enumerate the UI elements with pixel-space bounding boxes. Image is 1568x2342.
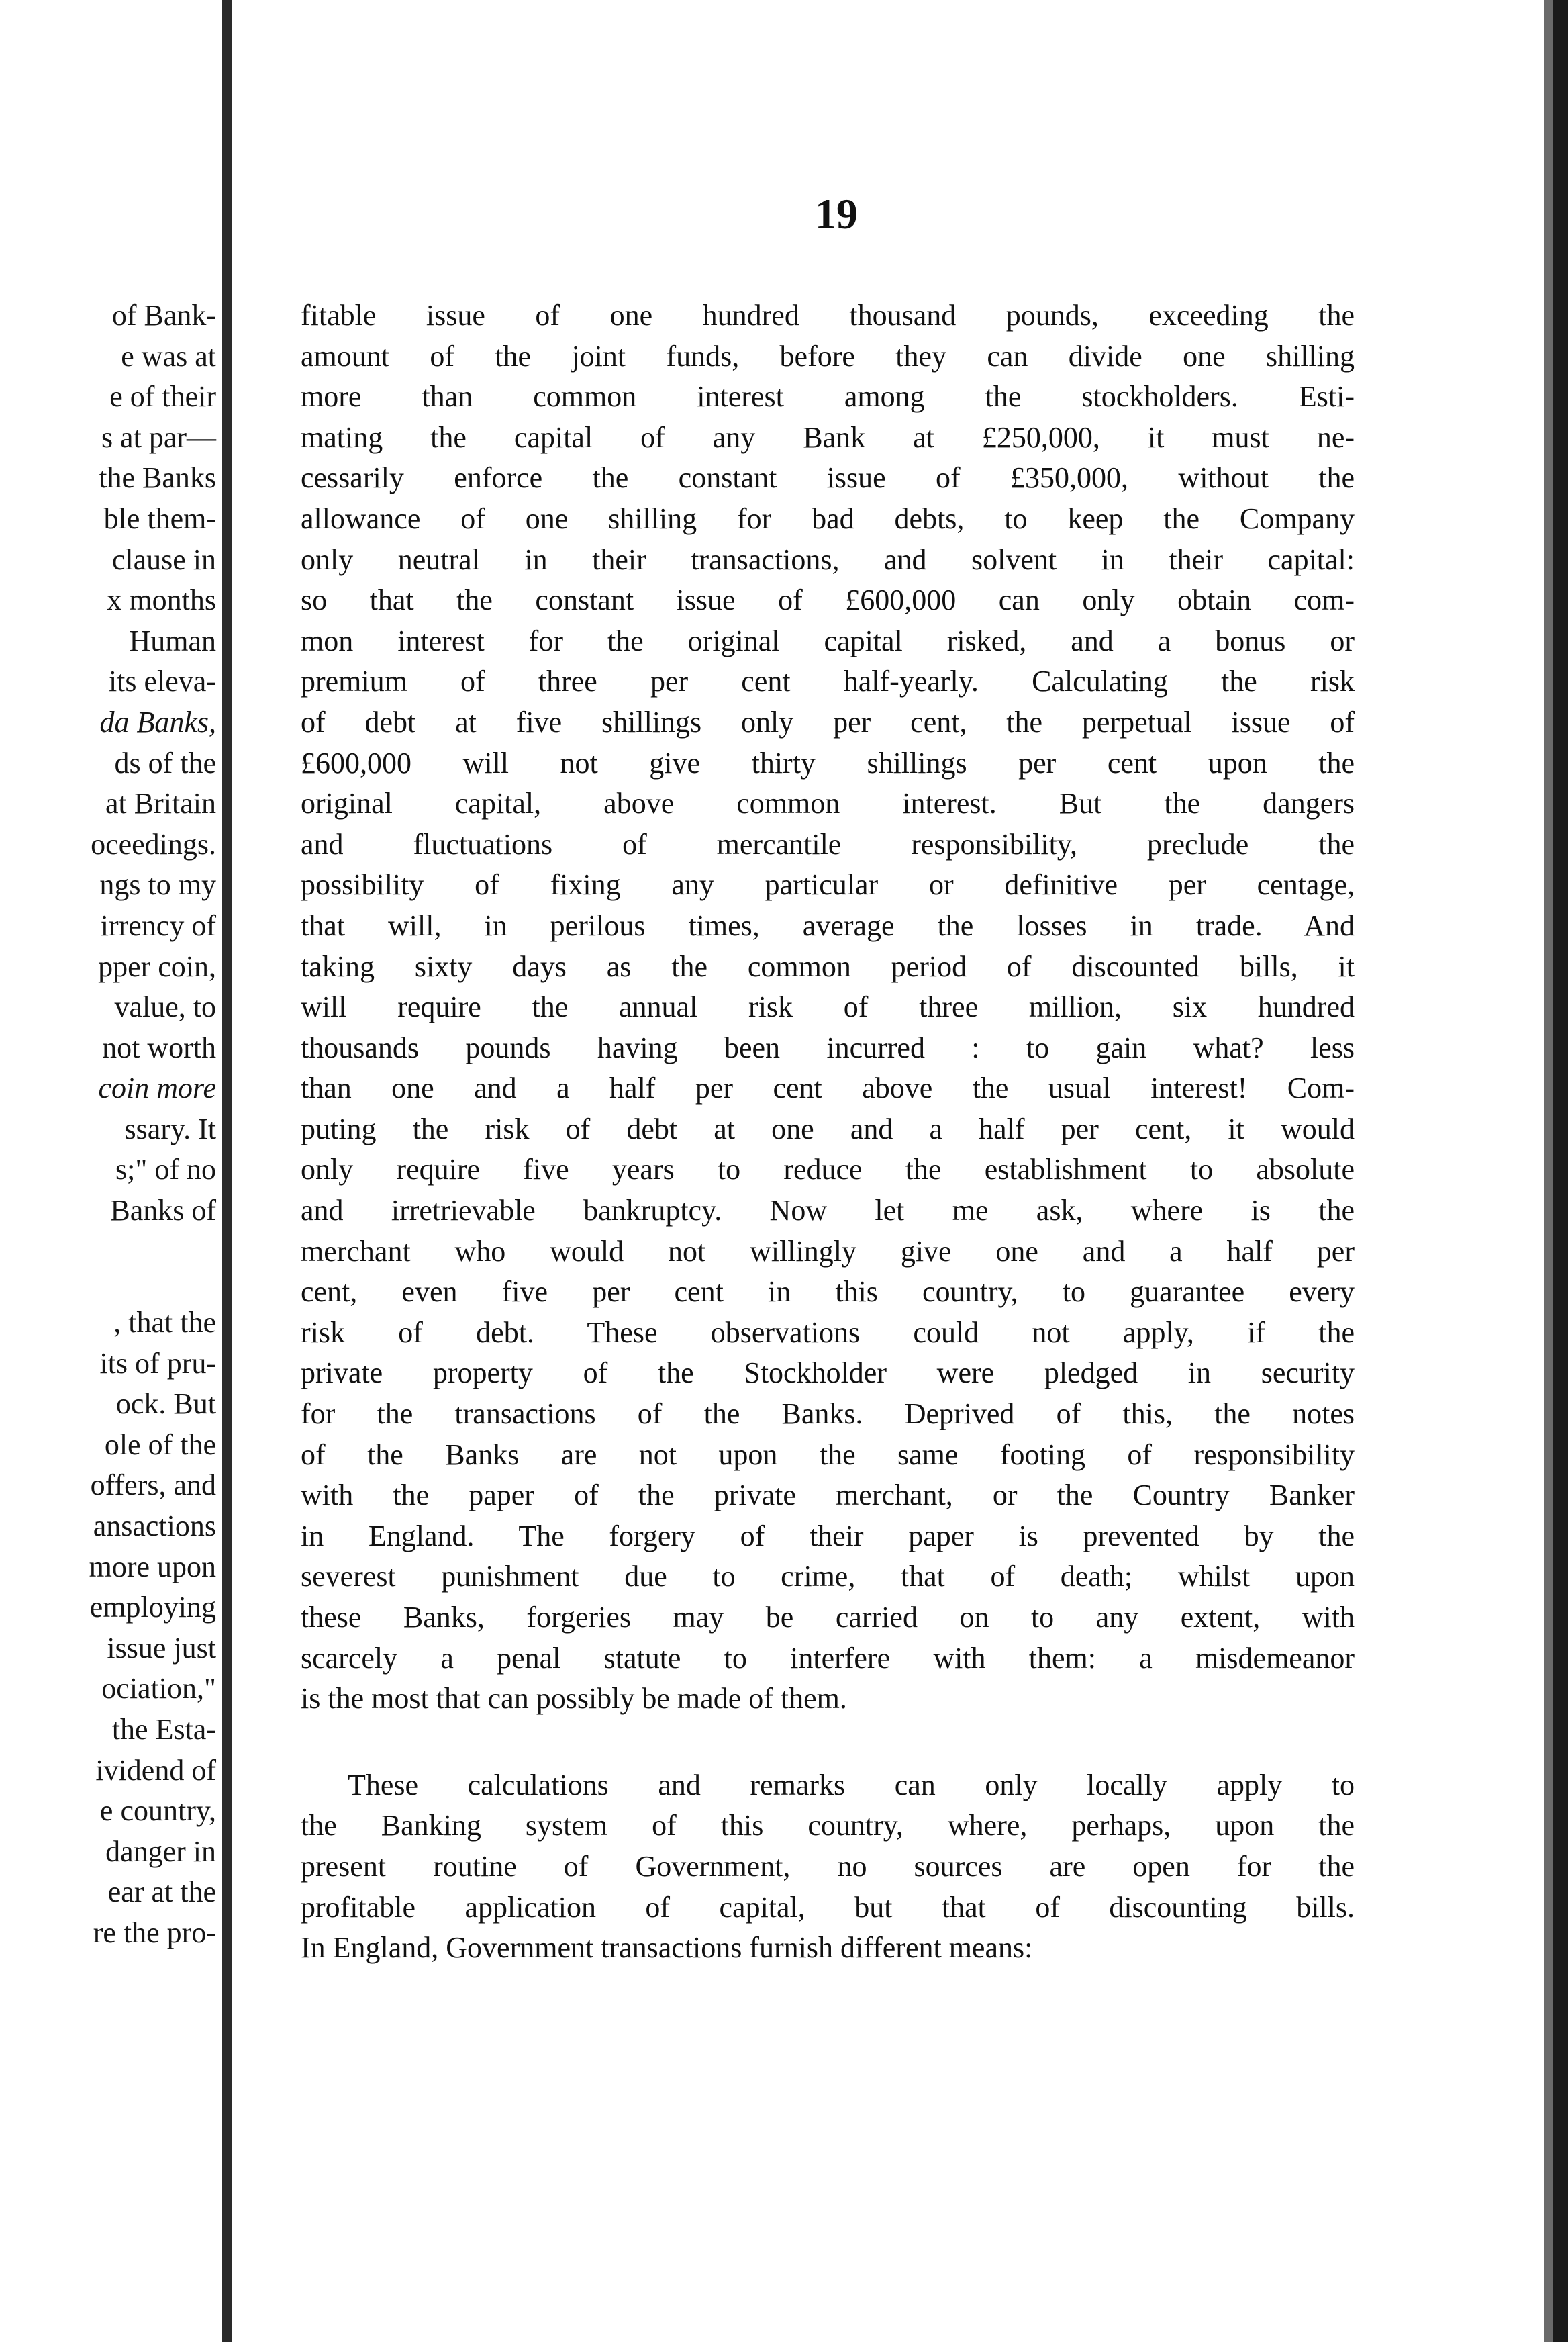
text-line: taking sixty days as the common period of discounted bills, it <box>301 949 1355 983</box>
facing-line: oceedings. <box>91 827 216 861</box>
facing-line: pper coin, <box>98 949 216 983</box>
facing-line: e country, <box>99 1794 216 1828</box>
text-line: for the transactions of the Banks. Deprived of this, the notes <box>301 1397 1355 1431</box>
text-line: These calculations and remarks can only locally apply to <box>348 1768 1355 1801</box>
paragraph-2 <box>301 1765 1355 1969</box>
facing-page-fragment <box>0 0 222 2342</box>
facing-line: ole of the <box>104 1427 216 1461</box>
text-line: cessarily enforce the constant issue of £350,000, without the <box>301 461 1355 495</box>
facing-line: irrency of <box>100 908 216 942</box>
text-line: so that the constant issue of £600,000 can only obtain com- <box>301 583 1355 617</box>
book-right-edge <box>1553 0 1568 2342</box>
facing-line: s at par— <box>101 420 216 454</box>
text-line: possibility of fixing any particular or definitive per centage, <box>301 868 1355 902</box>
text-line: will require the annual risk of three million, six hundred <box>301 990 1355 1024</box>
text-line: of debt at five shillings only per cent, the perpetual issue of <box>301 705 1355 739</box>
text-line: £600,000 will not give thirty shillings per cent upon the <box>301 746 1355 780</box>
facing-line: ansactions <box>93 1509 216 1542</box>
paragraph-1 <box>301 295 1355 1720</box>
text-line: scarcely a penal statute to interfere with them: a misdemeanor <box>301 1641 1355 1675</box>
facing-line: at Britain <box>105 787 216 821</box>
facing-line: coin more <box>98 1072 216 1105</box>
facing-page-lower-lines <box>89 1303 216 1954</box>
facing-line: danger in <box>105 1834 216 1868</box>
facing-line: e was at <box>121 339 216 373</box>
facing-line: ngs to my <box>99 868 216 902</box>
facing-line: clause in <box>111 543 216 576</box>
text-line: severest punishment due to crime, that of death; whilst upon <box>301 1560 1355 1593</box>
facing-line: employing <box>89 1591 216 1624</box>
facing-line: Banks of <box>110 1194 216 1227</box>
text-line: amount of the joint funds, before they can divide one shilling <box>301 339 1355 373</box>
facing-line: ear at the <box>107 1875 216 1909</box>
facing-line: , that the <box>113 1306 216 1339</box>
facing-line: the Banks <box>99 461 216 495</box>
facing-line: s;" of no <box>115 1153 216 1186</box>
page-body <box>301 295 1355 1969</box>
text-line: with the paper of the private merchant, or the Country Banker <box>301 1479 1355 1512</box>
text-line: thousands pounds having been incurred : to gain what? less <box>301 1031 1355 1064</box>
text-line: merchant who would not willingly give one and a half per <box>301 1234 1355 1268</box>
facing-line: Human <box>129 624 216 657</box>
text-line: the Banking system of this country, where, perhaps, upon the <box>301 1809 1355 1842</box>
text-line: private property of the Stockholder were pledged in security <box>301 1356 1355 1390</box>
facing-line: e of their <box>109 380 216 414</box>
page-number: 19 <box>815 190 858 238</box>
facing-line: more upon <box>89 1550 216 1583</box>
facing-line: x months <box>107 583 216 617</box>
text-line: risk of debt. These observations could not apply, if the <box>301 1315 1355 1349</box>
text-line: these Banks, forgeries may be carried on to any extent, with <box>301 1601 1355 1634</box>
facing-line: not worth <box>102 1031 216 1064</box>
text-line: cent, even five per cent in this country, to guarantee every <box>301 1275 1355 1309</box>
facing-line: ds of the <box>114 746 216 780</box>
facing-line: its of pru- <box>99 1346 216 1380</box>
text-line: allowance of one shilling for bad debts, to keep the Company <box>301 502 1355 535</box>
facing-line: ividend of <box>95 1753 216 1787</box>
facing-line: the Esta- <box>111 1712 216 1746</box>
text-line: only require five years to reduce the establishment to absolute <box>301 1153 1355 1186</box>
facing-line: of Bank- <box>111 299 216 332</box>
text-line: mating the capital of any Bank at £250,000, it must ne- <box>301 420 1355 454</box>
facing-line: re the pro- <box>93 1916 216 1949</box>
text-line: only neutral in their transactions, and solvent in their capital: <box>301 543 1355 576</box>
text-line: is the most that can possibly be made of them. <box>301 1682 847 1716</box>
text-line: present routine of Government, no sources are open for the <box>301 1849 1355 1883</box>
facing-line: ble them- <box>103 502 216 535</box>
text-line: profitable application of capital, but that of discounting bills. <box>301 1890 1355 1924</box>
text-line: in England. The forgery of their paper is prevented by the <box>301 1519 1355 1552</box>
facing-line: value, to <box>114 990 216 1024</box>
text-line: more than common interest among the stockholders. Esti- <box>301 380 1355 414</box>
facing-page-upper-lines <box>91 295 216 1231</box>
facing-line: ssary. It <box>124 1112 216 1145</box>
facing-line: issue just <box>107 1631 216 1665</box>
text-line: In England, Government transactions furnish different means: <box>301 1931 1033 1965</box>
page-edge-shade <box>1544 0 1553 2342</box>
text-line: and irretrievable bankruptcy. Now let me ask, where is the <box>301 1194 1355 1227</box>
text-line: original capital, above common interest. But the dangers <box>301 787 1355 821</box>
text-line: mon interest for the original capital risked, and a bonus or <box>301 624 1355 657</box>
text-line: fitable issue of one hundred thousand pounds, exceeding the <box>301 299 1355 332</box>
text-line: of the Banks are not upon the same footing of responsibility <box>301 1438 1355 1471</box>
text-line: and fluctuations of mercantile responsibility, preclude the <box>301 827 1355 861</box>
text-line: premium of three per cent half-yearly. Calculating the risk <box>301 665 1355 698</box>
facing-line: its eleva- <box>108 665 216 698</box>
facing-line: ociation," <box>101 1672 216 1705</box>
text-line: that will, in perilous times, average the losses in trade. And <box>301 908 1355 942</box>
facing-line: ock. But <box>115 1387 216 1421</box>
book-gutter-rule <box>222 0 232 2342</box>
text-line: puting the risk of debt at one and a half per cent, it would <box>301 1112 1355 1145</box>
facing-line: offers, and <box>90 1468 216 1502</box>
text-line: than one and a half per cent above the usual interest! Com- <box>301 1072 1355 1105</box>
facing-line: da Banks, <box>99 705 216 739</box>
